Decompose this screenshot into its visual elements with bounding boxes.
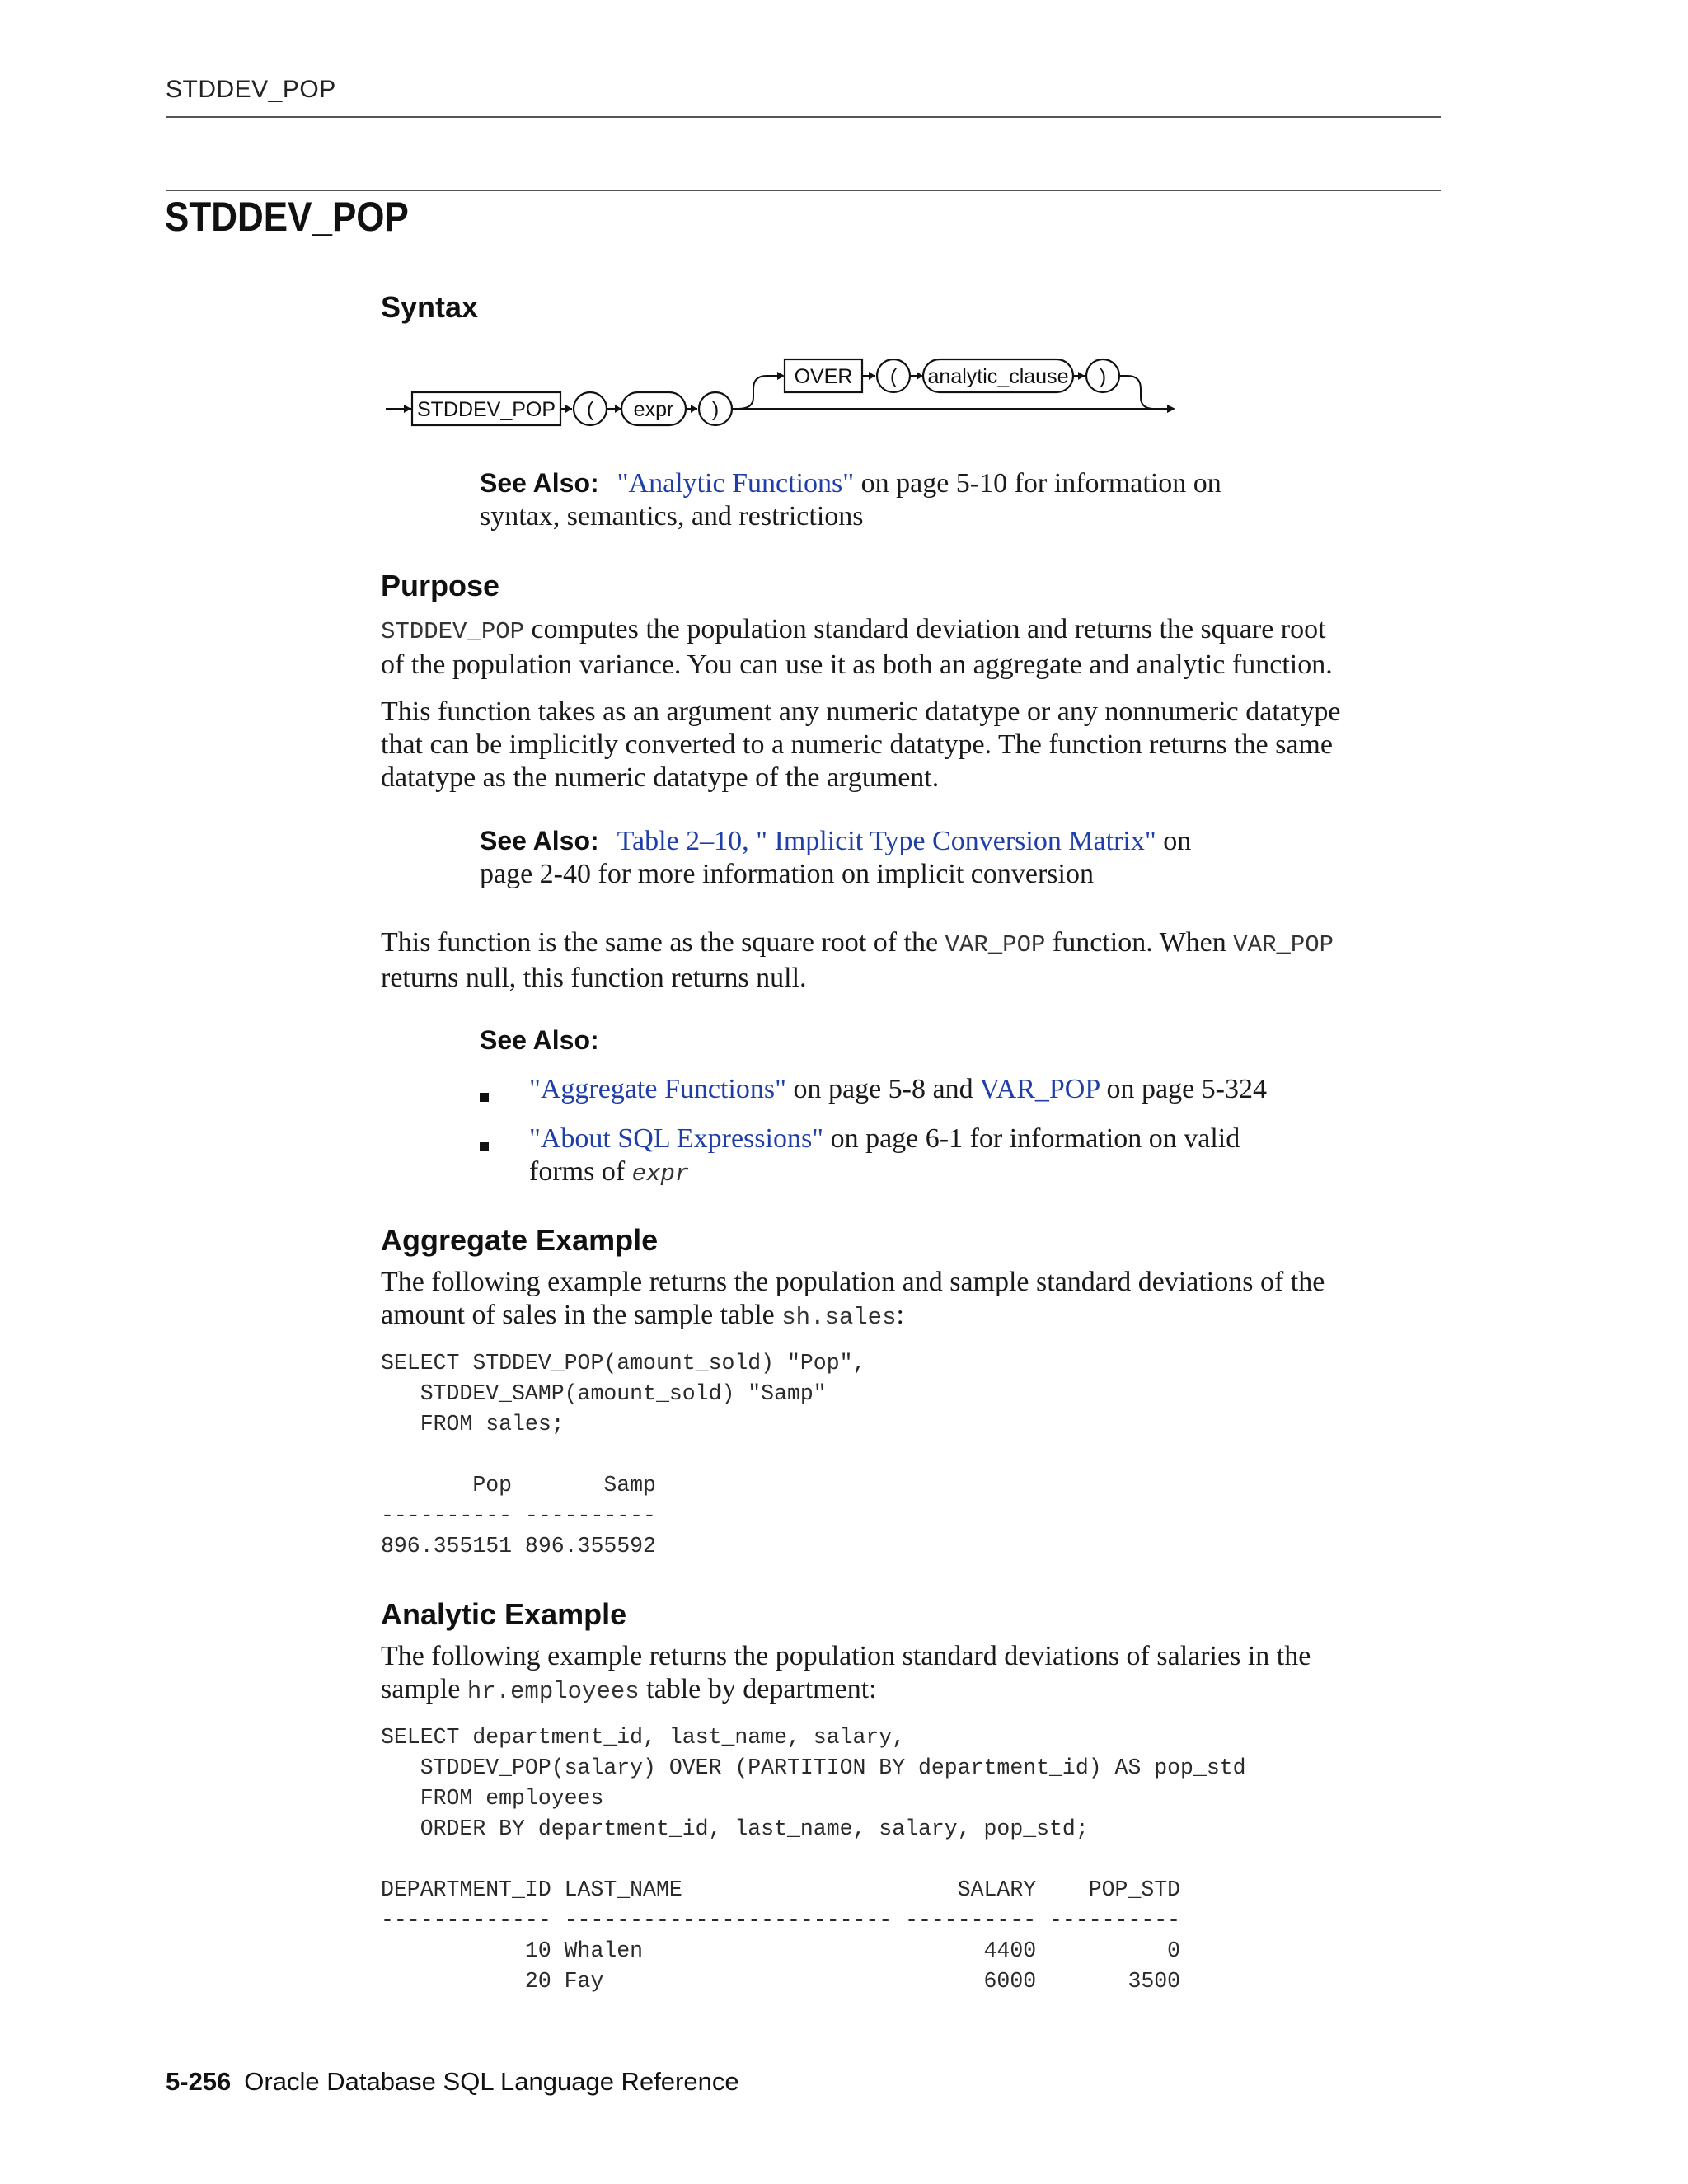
syntax-diagram [381,348,1189,430]
list-item-text: on page 6-1 for information on valid [823,1123,1240,1154]
aggregate-example-intro [381,1266,1452,1334]
syntax-over-rparen-label: ) [1099,365,1107,388]
var-pop-code: VAR_POP [945,931,1046,958]
purpose-p2-line2: that can be implicitly converted to a numeric datatype. The function returns the same [381,729,1333,760]
function-name-code: STDDEV_POP [381,618,525,645]
purpose-see-also-text: on [1156,826,1192,856]
analytic-example-heading: Analytic Example [381,1597,627,1631]
syntax-see-also-line2: syntax, semantics, and restrictions [480,501,864,532]
analytic-intro-line1: The following example returns the population standard deviations of salaries in the [381,1641,1311,1671]
syntax-analytic-clause-label: analytic_clause [927,365,1069,388]
purpose-p1-line2: of the population variance. You can use it as both an aggregate and analytic function. [381,649,1333,680]
aggregate-intro-text: amount of sales in the sample table [381,1300,782,1330]
var-pop-code: VAR_POP [1233,931,1334,958]
purpose-paragraph-3 [381,926,1452,995]
page-number: 5-256 [166,2067,232,2096]
table-name-code: hr.employees [467,1678,640,1705]
syntax-expr-label: expr [633,398,674,421]
aggregate-functions-link[interactable]: "Aggregate Functions" [529,1074,786,1104]
purpose-see-also [480,824,1386,891]
analytic-intro-end: table by department: [639,1674,877,1704]
see-also-list-item [529,1073,1395,1106]
see-also-label: See Also: [480,468,599,498]
bullet-marker [480,1142,489,1151]
see-also-label: See Also: [480,1025,599,1055]
purpose-paragraph-2 [381,696,1452,794]
var-pop-link[interactable]: VAR_POP [979,1074,1100,1104]
expr-code: expr [631,1160,690,1188]
analytic-example-intro [381,1640,1452,1708]
syntax-keyword-label: STDDEV_POP [416,398,556,421]
purpose-p3-line2: returns null, this function returns null. [381,963,807,993]
header-rule [166,116,1441,118]
page-footer [166,2067,739,2097]
purpose-p3-text2: function. When [1045,927,1234,958]
syntax-over-label: OVER [794,365,853,388]
aggregate-code-block: SELECT STDDEV_POP(amount_sold) "Pop", STDDEV_SAMP(amount_sold) "Samp" FROM sales; Pop Samp ---------- ---------- 896.355151 896.355592 [381,1351,866,1558]
see-also-list-label-wrap [480,1024,617,1057]
syntax-see-also-line1 [480,466,1337,500]
purpose-p1-line1: computes the population standard deviation and returns the square root [524,614,1326,644]
title-rule [166,190,1441,191]
purpose-see-also-line2: page 2-40 for more information on implicit conversion [480,859,1094,889]
syntax-lparen-label: ( [586,398,594,421]
see-also-label: See Also: [480,826,599,855]
book-title: Oracle Database SQL Language Reference [244,2067,739,2096]
purpose-p2-line3: datatype as the numeric datatype of the argument. [381,762,940,793]
implicit-conversion-matrix-link[interactable]: Table 2–10, " Implicit Type Conversion Matrix" [617,826,1156,856]
list-item-text: forms of [529,1156,632,1187]
purpose-paragraph-1 [381,613,1452,682]
purpose-heading: Purpose [381,569,500,602]
about-sql-expressions-link[interactable]: "About SQL Expressions" [529,1123,824,1154]
aggregate-example-heading: Aggregate Example [381,1223,659,1257]
syntax-see-also-text: on page 5-10 for information on [854,468,1221,499]
list-item-text: on page 5-8 and [785,1074,980,1104]
analytic-intro-text: sample [381,1674,467,1704]
syntax-heading: Syntax [381,290,479,324]
see-also-list-item [529,1122,1395,1191]
syntax-rparen-label: ) [711,398,720,421]
running-head: STDDEV_POP [166,76,336,103]
analytic-functions-link[interactable]: "Analytic Functions" [617,468,855,499]
table-name-code: sh.sales [781,1304,897,1331]
analytic-code-block: SELECT department_id, last_name, salary, STDDEV_POP(salary) OVER (PARTITION BY department_id) AS pop_std FROM employees ORDER BY department_id, last_name, salary, pop_std; DEPARTMENT_ID LAST_NAME SALARY POP_STD ------------- ------------------------- ---------- ---------- 10 Whalen 4400 0 20 Fay 6000 3500 [381,1725,1246,1994]
page-title: STDDEV_POP [165,194,409,240]
aggregate-intro-end: : [896,1300,904,1330]
aggregate-intro-line1: The following example returns the population and sample standard deviations of the [381,1267,1325,1297]
syntax-see-also [480,466,1337,533]
bullet-marker [480,1093,489,1102]
purpose-p2-line1: This function takes as an argument any numeric datatype or any nonnumeric datatype [381,696,1341,727]
syntax-over-lparen-label: ( [889,365,898,388]
purpose-p3-text1: This function is the same as the square root of the [381,927,945,958]
list-item-text: on page 5-324 [1099,1074,1267,1104]
